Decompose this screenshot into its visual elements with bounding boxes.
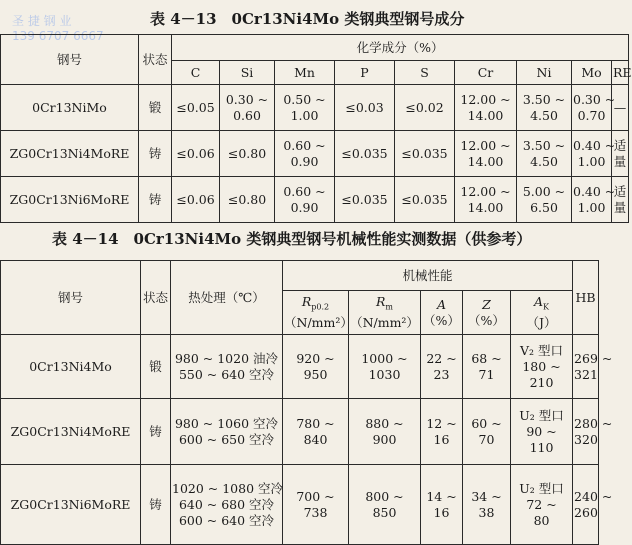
cell-rp: 700 ~ 738	[283, 465, 349, 545]
table1-caption: 表 4－13 0Cr13Ni4Mo 类钢典型钢号成分	[150, 10, 465, 28]
cell-grade: ZG0Cr13Ni4MoRE	[1, 399, 141, 465]
cell-grade: ZG0Cr13Ni6MoRE	[1, 177, 139, 223]
table-row	[1, 335, 599, 399]
cell-hb: 280 ~ 320	[573, 399, 599, 465]
cell-mn: 0.60 ~ 0.90	[275, 131, 335, 177]
cell-cr: 12.00 ~ 14.00	[455, 177, 517, 223]
cell-re: 适 量	[612, 177, 629, 223]
cell-state: 铸	[139, 131, 172, 177]
table2-caption: 表 4－14 0Cr13Ni4Mo 类钢典型钢号机械性能实测数据（供参考）	[52, 230, 532, 248]
header-si: Si	[220, 61, 275, 85]
cell-si: ≤0.80	[220, 131, 275, 177]
cell-c: ≤0.06	[172, 131, 220, 177]
cell-grade: ZG0Cr13Ni4MoRE	[1, 131, 139, 177]
table-row	[1, 131, 629, 177]
cell-p: ≤0.03	[335, 85, 395, 131]
cell-heat: 980 ~ 1060 空冷 600 ~ 650 空冷	[171, 399, 283, 465]
cell-a: 22 ~ 23	[421, 335, 463, 399]
header-heat: 热处理（℃）	[171, 261, 283, 335]
header-rm: $R_m$ （N/mm²）	[349, 291, 421, 335]
header-p: P	[335, 61, 395, 85]
cell-cr: 12.00 ~ 14.00	[455, 85, 517, 131]
table-row	[1, 399, 599, 465]
cell-ak: U₂ 型口 72 ~ 80	[511, 465, 573, 545]
cell-ni: 3.50 ~ 4.50	[517, 131, 572, 177]
header-chem-group: 化学成分（%）	[172, 35, 629, 61]
cell-p: ≤0.035	[335, 131, 395, 177]
cell-s: ≤0.035	[395, 131, 455, 177]
cell-rp: 920 ~ 950	[283, 335, 349, 399]
cell-rm: 800 ~ 850	[349, 465, 421, 545]
cell-mo: 0.40 ~ 1.00	[572, 131, 612, 177]
cell-ak: U₂ 型口 90 ~ 110	[511, 399, 573, 465]
cell-state: 铸	[141, 399, 171, 465]
cell-c: ≤0.05	[172, 85, 220, 131]
header-rp: $R_{p0.2}$ （N/mm²）	[283, 291, 349, 335]
header-state: 状态	[139, 35, 172, 85]
cell-re: 适 量	[612, 131, 629, 177]
mechanical-table	[0, 260, 613, 545]
cell-p: ≤0.035	[335, 177, 395, 223]
cell-si: 0.30 ~ 0.60	[220, 85, 275, 131]
cell-state: 铸	[139, 177, 172, 223]
watermark-line1: 圣 捷 钢 业	[12, 14, 72, 28]
cell-ak: V₂ 型口 180 ~ 210	[511, 335, 573, 399]
cell-state: 铸	[141, 465, 171, 545]
header-c: C	[172, 61, 220, 85]
cell-s: ≤0.02	[395, 85, 455, 131]
cell-state: 锻	[141, 335, 171, 399]
cell-mn: 0.50 ~ 1.00	[275, 85, 335, 131]
header-grade: 钢号	[1, 35, 139, 85]
cell-heat: 1020 ~ 1080 空冷 640 ~ 680 空冷 600 ~ 640 空冷	[171, 465, 283, 545]
header-mo: Mo	[572, 61, 612, 85]
cell-a: 12 ~ 16	[421, 399, 463, 465]
table-row	[1, 85, 629, 131]
cell-grade: ZG0Cr13Ni6MoRE	[1, 465, 141, 545]
cell-hb: 269 ~ 321	[573, 335, 599, 399]
cell-mo: 0.40 ~ 1.00	[572, 177, 612, 223]
header-a: A （%）	[421, 291, 463, 335]
header-z: Z （%）	[463, 291, 511, 335]
cell-rm: 1000 ~ 1030	[349, 335, 421, 399]
cell-z: 60 ~ 70	[463, 399, 511, 465]
cell-rm: 880 ~ 900	[349, 399, 421, 465]
header-ni: Ni	[517, 61, 572, 85]
cell-rp: 780 ~ 840	[283, 399, 349, 465]
composition-table	[0, 34, 632, 223]
header-grade: 钢号	[1, 261, 141, 335]
cell-s: ≤0.035	[395, 177, 455, 223]
cell-state: 锻	[139, 85, 172, 131]
cell-ni: 5.00 ~ 6.50	[517, 177, 572, 223]
cell-re: —	[612, 85, 629, 131]
cell-cr: 12.00 ~ 14.00	[455, 131, 517, 177]
cell-si: ≤0.80	[220, 177, 275, 223]
header-mech-group: 机械性能	[283, 261, 573, 291]
watermark-line2: 139 6707 6667	[12, 29, 104, 43]
cell-grade: 0Cr13Ni4Mo	[1, 335, 141, 399]
cell-heat: 980 ~ 1020 油冷 550 ~ 640 空冷	[171, 335, 283, 399]
header-re: RE	[612, 61, 629, 85]
table-row	[1, 177, 629, 223]
cell-c: ≤0.06	[172, 177, 220, 223]
cell-a: 14 ~ 16	[421, 465, 463, 545]
cell-ni: 3.50 ~ 4.50	[517, 85, 572, 131]
header-s: S	[395, 61, 455, 85]
cell-grade: 0Cr13NiMo	[1, 85, 139, 131]
header-ak: $A_K$ （J）	[511, 291, 573, 335]
header-hb: HB	[573, 261, 599, 335]
cell-mo: 0.30 ~ 0.70	[572, 85, 612, 131]
cell-z: 68 ~ 71	[463, 335, 511, 399]
table-row	[1, 465, 599, 545]
cell-z: 34 ~ 38	[463, 465, 511, 545]
cell-mn: 0.60 ~ 0.90	[275, 177, 335, 223]
header-mn: Mn	[275, 61, 335, 85]
cell-hb: 240 ~ 260	[573, 465, 599, 545]
header-cr: Cr	[455, 61, 517, 85]
header-state: 状态	[141, 261, 171, 335]
